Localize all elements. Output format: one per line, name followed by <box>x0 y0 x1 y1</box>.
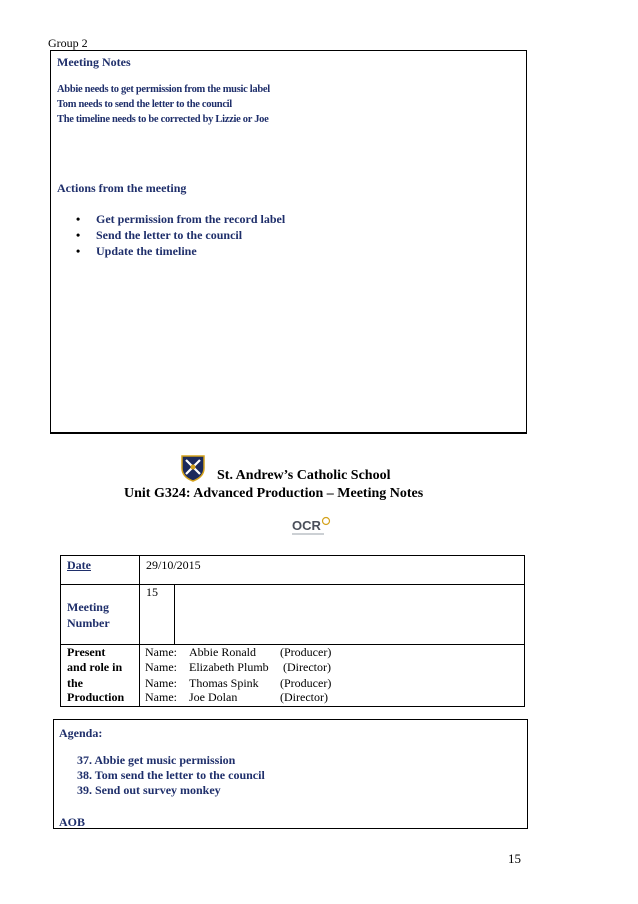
ocr-logo-text: OCR <box>292 518 321 533</box>
attendee-role: (Director) <box>283 660 331 674</box>
action-item <box>57 211 285 227</box>
present-label-cell <box>60 644 140 707</box>
page-number: 15 <box>508 851 521 866</box>
date-value-cell <box>139 555 525 585</box>
agenda-item <box>77 753 235 768</box>
agenda-item-text: Abbie get music permission <box>94 753 236 767</box>
attendees-cell <box>139 644 525 707</box>
meeting-notes-box <box>50 50 527 434</box>
unit-title: Unit G324: Advanced Production – Meeting Notes <box>124 486 424 501</box>
bullet-icon: • <box>76 228 81 242</box>
agenda-item-text: Tom send the letter to the council <box>94 768 265 782</box>
ocr-logo-icon <box>290 515 336 537</box>
agenda-title: Agenda: <box>59 726 103 740</box>
bullet-icon: • <box>76 212 81 226</box>
meeting-number-label: Meeting <box>67 600 109 614</box>
school-name: St. Andrew’s Catholic School <box>217 468 391 483</box>
present-label: Production <box>67 690 125 704</box>
attendee-prefix: Name: <box>145 676 177 690</box>
attendee-name: Elizabeth Plumb <box>189 660 269 674</box>
action-item-text: Send the letter to the council <box>96 228 243 242</box>
meeting-notes-title: Meeting Notes <box>57 55 131 69</box>
attendee-name: Abbie Ronald <box>189 645 256 659</box>
note-line: Tom needs to send the letter to the council <box>57 99 232 110</box>
attendee-prefix: Name: <box>145 660 177 674</box>
meeting-number-label-cell <box>60 584 140 645</box>
date-label: Date <box>67 558 91 572</box>
group-label: Group 2 <box>48 36 88 50</box>
meeting-number-value-cell <box>139 584 175 645</box>
school-crest-icon <box>180 454 206 482</box>
attendee-name: Joe Dolan <box>189 690 238 704</box>
attendee-role: (Director) <box>280 690 328 704</box>
actions-list <box>57 211 285 259</box>
date-value: 29/10/2015 <box>146 558 201 572</box>
agenda-item <box>77 768 265 783</box>
attendee-prefix: Name: <box>145 645 177 659</box>
agenda-item-text: Send out survey monkey <box>95 783 221 797</box>
action-item-text: Get permission from the record label <box>96 212 286 226</box>
date-label-cell <box>60 555 140 585</box>
empty-cell <box>174 584 525 645</box>
agenda-item-number: 37. <box>77 753 92 767</box>
present-label: and role in <box>67 660 123 674</box>
attendee-name: Thomas Spink <box>189 676 259 690</box>
note-line: Abbie needs to get permission from the music label <box>57 84 270 95</box>
action-item <box>57 243 285 259</box>
bullet-icon: • <box>76 244 81 258</box>
present-label: Present <box>67 645 106 659</box>
note-line: The timeline needs to be corrected by Lizzie or Joe <box>57 114 269 125</box>
agenda-item <box>77 783 221 798</box>
aob-label: AOB <box>59 815 86 829</box>
actions-title: Actions from the meeting <box>57 181 187 195</box>
meeting-number-value: 15 <box>146 585 158 599</box>
present-label: the <box>67 676 83 690</box>
action-item-text: Update the timeline <box>96 244 197 258</box>
attendee-prefix: Name: <box>145 690 177 704</box>
attendee-role: (Producer) <box>280 645 332 659</box>
attendee-role: (Producer) <box>280 676 332 690</box>
agenda-item-number: 39. <box>77 783 92 797</box>
agenda-item-number: 38. <box>77 768 92 782</box>
action-item <box>57 227 285 243</box>
meeting-number-label: Number <box>67 616 110 630</box>
agenda-box <box>53 719 528 829</box>
